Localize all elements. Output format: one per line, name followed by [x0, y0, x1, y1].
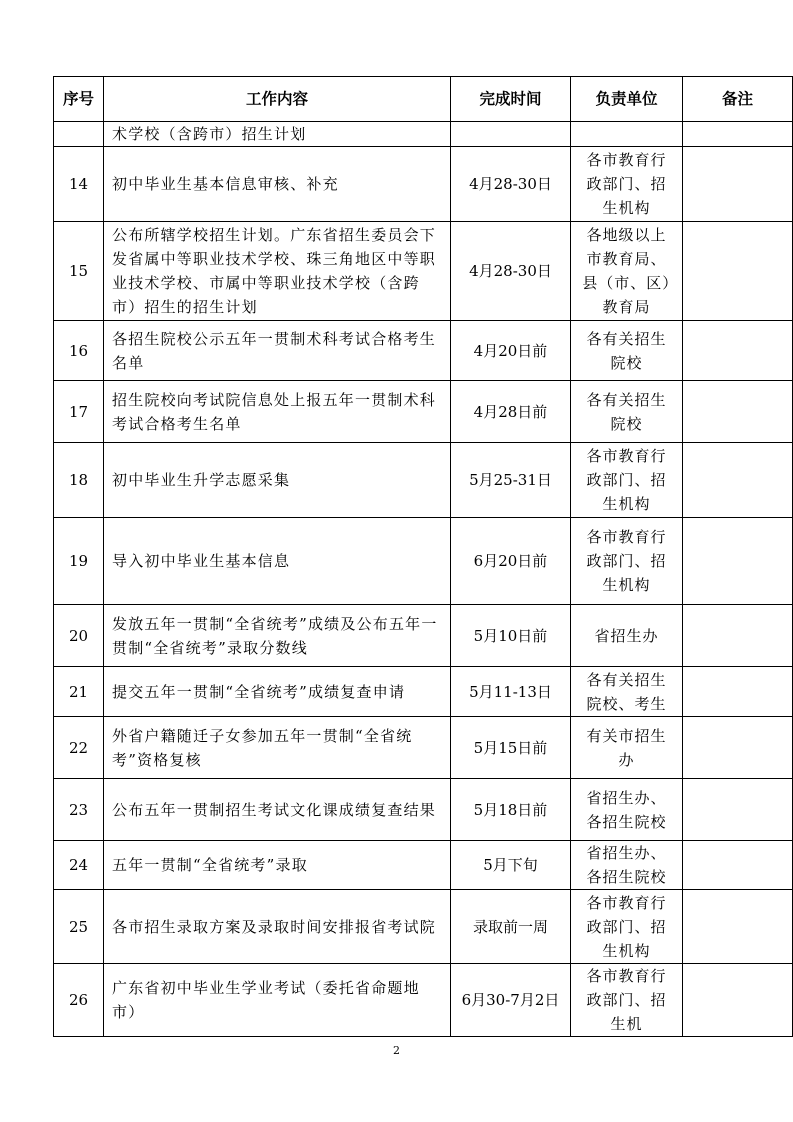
row-note [683, 381, 793, 443]
row-number: 16 [54, 321, 104, 381]
row-note [683, 518, 793, 605]
table-row [54, 667, 793, 717]
row-responsible-unit: 有关市招生办 [571, 717, 683, 779]
row-note [683, 667, 793, 717]
row-deadline: 4月28-30日 [451, 222, 571, 321]
row-task: 术学校（含跨市）招生计划 [104, 122, 451, 147]
table-row [54, 841, 793, 890]
row-note [683, 147, 793, 222]
row-note [683, 122, 793, 147]
row-number: 14 [54, 147, 104, 222]
row-number: 19 [54, 518, 104, 605]
row-responsible-unit: 各有关招生院校 [571, 381, 683, 443]
row-number: 23 [54, 779, 104, 841]
table-row [54, 964, 793, 1037]
header-note: 备注 [683, 77, 793, 122]
row-task: 各招生院校公示五年一贯制术科考试合格考生名单 [104, 321, 451, 381]
row-task: 公布五年一贯制招生考试文化课成绩复查结果 [104, 779, 451, 841]
row-deadline: 5月25-31日 [451, 443, 571, 518]
row-number: 18 [54, 443, 104, 518]
table-row [54, 717, 793, 779]
row-deadline: 6月30-7月2日 [451, 964, 571, 1037]
row-responsible-unit: 省招生办 [571, 605, 683, 667]
row-task: 初中毕业生基本信息审核、补充 [104, 147, 451, 222]
header-no: 序号 [54, 77, 104, 122]
table-header-row [54, 77, 793, 122]
row-task: 广东省初中毕业生学业考试（委托省命题地市） [104, 964, 451, 1037]
row-note [683, 443, 793, 518]
row-responsible-unit [571, 122, 683, 147]
row-responsible-unit: 各市教育行政部门、招生机构 [571, 890, 683, 964]
row-responsible-unit: 各市教育行政部门、招生机构 [571, 147, 683, 222]
row-note [683, 964, 793, 1037]
row-number [54, 122, 104, 147]
row-number: 22 [54, 717, 104, 779]
table-row [54, 518, 793, 605]
row-task: 各市招生录取方案及录取时间安排报省考试院 [104, 890, 451, 964]
row-number: 21 [54, 667, 104, 717]
header-unit: 负责单位 [571, 77, 683, 122]
row-responsible-unit: 各地级以上市教育局、县（市、区）教育局 [571, 222, 683, 321]
schedule-table [53, 76, 793, 1037]
row-deadline: 录取前一周 [451, 890, 571, 964]
row-task: 公布所辖学校招生计划。广东省招生委员会下发省属中等职业技术学校、珠三角地区中等职业技术学校、市属中等职业技术学校（含跨市）招生的招生计划 [104, 222, 451, 321]
row-deadline: 5月10日前 [451, 605, 571, 667]
table-row [54, 779, 793, 841]
row-task: 发放五年一贯制“全省统考”成绩及公布五年一贯制“全省统考”录取分数线 [104, 605, 451, 667]
table-row [54, 321, 793, 381]
row-deadline: 5月15日前 [451, 717, 571, 779]
row-deadline: 6月20日前 [451, 518, 571, 605]
row-number: 26 [54, 964, 104, 1037]
table-row [54, 147, 793, 222]
row-note [683, 841, 793, 890]
row-note [683, 890, 793, 964]
row-deadline [451, 122, 571, 147]
row-number: 17 [54, 381, 104, 443]
row-task: 外省户籍随迁子女参加五年一贯制“全省统考”资格复核 [104, 717, 451, 779]
row-task: 提交五年一贯制“全省统考”成绩复查申请 [104, 667, 451, 717]
row-note [683, 717, 793, 779]
row-number: 24 [54, 841, 104, 890]
row-responsible-unit: 各市教育行政部门、招生机构 [571, 518, 683, 605]
row-deadline: 5月11-13日 [451, 667, 571, 717]
row-task: 初中毕业生升学志愿采集 [104, 443, 451, 518]
row-number: 15 [54, 222, 104, 321]
row-task: 导入初中毕业生基本信息 [104, 518, 451, 605]
row-responsible-unit: 各有关招生院校、考生 [571, 667, 683, 717]
header-task: 工作内容 [104, 77, 451, 122]
row-deadline: 5月18日前 [451, 779, 571, 841]
row-responsible-unit: 各市教育行政部门、招生机 [571, 964, 683, 1037]
row-deadline: 4月28-30日 [451, 147, 571, 222]
row-responsible-unit: 省招生办、各招生院校 [571, 841, 683, 890]
table-row [54, 381, 793, 443]
row-task: 招生院校向考试院信息处上报五年一贯制术科考试合格考生名单 [104, 381, 451, 443]
row-deadline: 5月下旬 [451, 841, 571, 890]
table-row [54, 890, 793, 964]
row-number: 20 [54, 605, 104, 667]
table-row [54, 122, 793, 147]
row-note [683, 605, 793, 667]
row-number: 25 [54, 890, 104, 964]
row-responsible-unit: 省招生办、各招生院校 [571, 779, 683, 841]
row-responsible-unit: 各有关招生院校 [571, 321, 683, 381]
row-note [683, 779, 793, 841]
header-time: 完成时间 [451, 77, 571, 122]
page-number: 2 [393, 1044, 400, 1057]
row-task: 五年一贯制“全省统考”录取 [104, 841, 451, 890]
table-row [54, 605, 793, 667]
table-body [54, 122, 793, 1037]
row-note [683, 222, 793, 321]
table-row [54, 443, 793, 518]
row-deadline: 4月20日前 [451, 321, 571, 381]
row-deadline: 4月28日前 [451, 381, 571, 443]
row-responsible-unit: 各市教育行政部门、招生机构 [571, 443, 683, 518]
row-note [683, 321, 793, 381]
table-row [54, 222, 793, 321]
